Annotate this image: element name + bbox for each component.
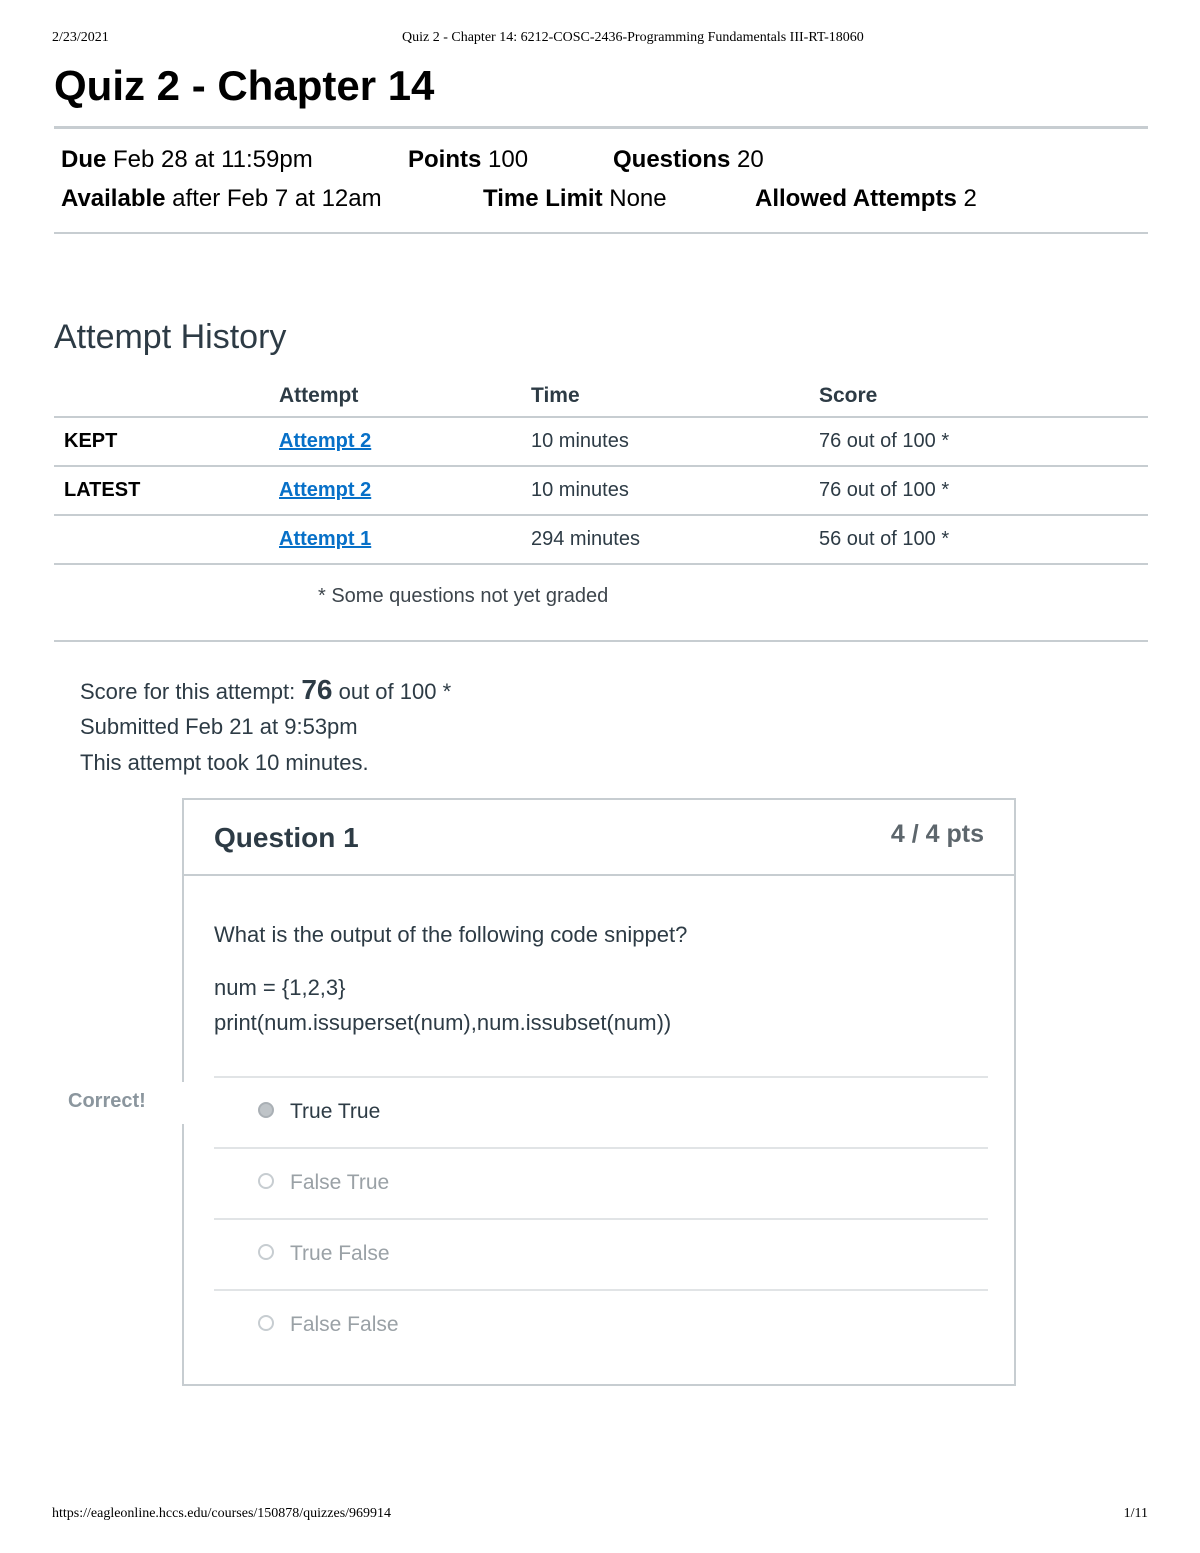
allowed-label: Allowed Attempts xyxy=(755,185,957,212)
row-tag: LATEST xyxy=(64,479,141,501)
question-card xyxy=(182,798,1016,1386)
answer-option[interactable] xyxy=(214,1289,988,1360)
score-prefix: Score for this attempt: xyxy=(80,679,296,704)
print-page-number: 1/11 xyxy=(1123,1506,1148,1521)
attempt-score: 76 out of 100 * xyxy=(819,430,950,452)
table-header xyxy=(54,378,1148,418)
table-row xyxy=(54,467,1148,516)
allowed-attempts xyxy=(755,185,977,213)
answer-list xyxy=(214,1076,988,1360)
attempt-duration: This attempt took 10 minutes. xyxy=(80,750,369,775)
correct-answer-flag: Correct! xyxy=(68,1090,146,1112)
available-label: Available xyxy=(61,185,166,212)
radio-icon[interactable] xyxy=(258,1315,274,1331)
print-doc-title: Quiz 2 - Chapter 14: 6212-COSC-2436-Programming Fundamentals III-RT-18060 xyxy=(402,30,864,45)
print-header xyxy=(52,30,1148,50)
questions-count xyxy=(613,146,764,174)
grading-note: * Some questions not yet graded xyxy=(318,585,609,607)
header-divider xyxy=(54,126,1148,129)
answer-option[interactable] xyxy=(214,1218,988,1289)
attempt-time: 10 minutes xyxy=(531,479,629,501)
meta-divider xyxy=(54,232,1148,234)
answer-label: True False xyxy=(290,1242,390,1265)
question-title: Question 1 xyxy=(214,822,359,853)
radio-icon[interactable] xyxy=(258,1244,274,1260)
history-divider xyxy=(54,640,1148,642)
due-date xyxy=(61,146,313,174)
table-row xyxy=(54,516,1148,565)
correct-flag-notch xyxy=(180,1082,186,1124)
attempt-history-title: Attempt History xyxy=(54,318,287,356)
attempt-time: 294 minutes xyxy=(531,528,640,550)
attempt-score: 56 out of 100 * xyxy=(819,528,950,550)
column-header-attempt: Attempt xyxy=(279,384,359,407)
attempt-link[interactable]: Attempt 1 xyxy=(279,528,372,550)
time-limit-label: Time Limit xyxy=(483,185,603,212)
answer-label: True True xyxy=(290,1100,381,1123)
due-value: Feb 28 at 11:59pm xyxy=(113,146,313,173)
table-row xyxy=(54,418,1148,467)
time-limit-value: None xyxy=(609,185,667,212)
attempt-link[interactable]: Attempt 2 xyxy=(279,479,372,501)
allowed-value: 2 xyxy=(963,185,977,212)
print-footer xyxy=(52,1506,1148,1526)
question-header xyxy=(184,800,1014,876)
print-url: https://eagleonline.hccs.edu/courses/150878/quizzes/969914 xyxy=(52,1506,392,1521)
print-date: 2/23/2021 xyxy=(52,30,109,45)
attempt-history-table xyxy=(54,378,1148,565)
column-header-time: Time xyxy=(531,384,580,407)
points xyxy=(408,146,528,174)
time-limit xyxy=(483,185,667,213)
answer-label: False False xyxy=(290,1313,399,1336)
due-label: Due xyxy=(61,146,107,173)
radio-selected-icon[interactable] xyxy=(258,1102,274,1118)
attempt-score-summary xyxy=(80,674,451,706)
questions-label: Questions xyxy=(613,146,731,173)
column-header-score: Score xyxy=(819,384,878,407)
answer-label: False True xyxy=(290,1171,390,1194)
questions-value: 20 xyxy=(737,146,764,173)
attempt-link[interactable]: Attempt 2 xyxy=(279,430,372,452)
attempt-time: 10 minutes xyxy=(531,430,629,452)
question-prompt: What is the output of the following code snippet? xyxy=(214,922,688,947)
answer-option[interactable] xyxy=(214,1076,988,1147)
radio-icon[interactable] xyxy=(258,1173,274,1189)
submitted-time: Submitted Feb 21 at 9:53pm xyxy=(80,714,358,739)
points-label: Points xyxy=(408,146,482,173)
attempt-score: 76 out of 100 * xyxy=(819,479,950,501)
page-title: Quiz 2 - Chapter 14 xyxy=(54,62,435,109)
question-points: 4 / 4 pts xyxy=(890,820,984,848)
answer-option[interactable] xyxy=(214,1147,988,1218)
code-line-1: num = {1,2,3} xyxy=(214,975,346,1000)
availability xyxy=(61,185,382,213)
code-line-2: print(num.issuperset(num),num.issubset(num)) xyxy=(214,1010,672,1035)
points-value: 100 xyxy=(488,146,529,173)
available-value: after Feb 7 at 12am xyxy=(172,185,382,212)
score-suffix: out of 100 * xyxy=(338,679,452,704)
row-tag: KEPT xyxy=(64,430,118,452)
score-value: 76 xyxy=(301,674,333,705)
